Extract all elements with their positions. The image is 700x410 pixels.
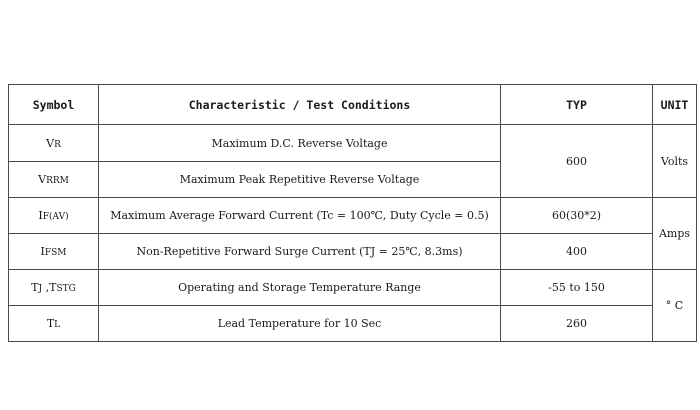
table-row bbox=[9, 125, 697, 162]
symbol-main: T bbox=[46, 317, 55, 330]
symbol-cell bbox=[9, 270, 99, 306]
table-row bbox=[9, 198, 697, 234]
table-row bbox=[9, 234, 697, 270]
table-row bbox=[9, 306, 697, 342]
symbol-sub: RRM bbox=[46, 176, 69, 186]
symbol-cell bbox=[9, 198, 99, 234]
characteristic-cell: Operating and Storage Temperature Range bbox=[99, 270, 501, 306]
typ-cell: -55 to 150 bbox=[501, 270, 653, 306]
symbol-cell bbox=[9, 306, 99, 342]
characteristic-cell: Non-Repetitive Forward Surge Current (TJ = 25℃, 8.3ms) bbox=[99, 234, 501, 270]
symbol-cell bbox=[9, 125, 99, 162]
symbol-main: I bbox=[38, 209, 43, 222]
symbol-sub: J bbox=[38, 284, 43, 294]
unit-cell-volts: Volts bbox=[653, 125, 697, 198]
typ-cell: 60(30*2) bbox=[501, 198, 653, 234]
symbol-sub: R bbox=[54, 139, 61, 150]
header-symbol: Symbol bbox=[9, 85, 99, 125]
symbol-cell bbox=[9, 234, 99, 270]
ratings-table bbox=[8, 84, 697, 342]
symbol-sub: L bbox=[54, 320, 61, 330]
header-typ: TYP bbox=[501, 85, 653, 125]
symbol-sub: F(AV) bbox=[42, 212, 69, 222]
symbol-sub: FSM bbox=[44, 248, 67, 258]
typ-cell: 400 bbox=[501, 234, 653, 270]
symbol-main: I bbox=[40, 245, 45, 258]
header-characteristic: Characteristic / Test Conditions bbox=[99, 85, 501, 125]
header-unit: UNIT bbox=[653, 85, 697, 125]
characteristic-cell: Lead Temperature for 10 Sec bbox=[99, 306, 501, 342]
characteristic-cell: Maximum Average Forward Current (Tc = 100℃, Duty Cycle = 0.5) bbox=[99, 198, 501, 234]
typ-cell-voltage: 600 bbox=[501, 125, 653, 198]
unit-cell-amps: Amps bbox=[653, 198, 697, 270]
unit-cell-celsius: ° C bbox=[653, 270, 697, 342]
symbol-extra: ,T bbox=[42, 281, 57, 294]
characteristic-cell: Maximum D.C. Reverse Voltage bbox=[99, 125, 501, 162]
symbol-extra-sub: STG bbox=[56, 284, 76, 294]
symbol-main: T bbox=[31, 281, 39, 294]
characteristic-cell: Maximum Peak Repetitive Reverse Voltage bbox=[99, 162, 501, 198]
header-row bbox=[9, 85, 697, 125]
symbol-main: V bbox=[38, 173, 47, 186]
symbol-cell bbox=[9, 162, 99, 198]
symbol-main: V bbox=[46, 136, 55, 150]
table-row bbox=[9, 270, 697, 306]
typ-cell: 260 bbox=[501, 306, 653, 342]
